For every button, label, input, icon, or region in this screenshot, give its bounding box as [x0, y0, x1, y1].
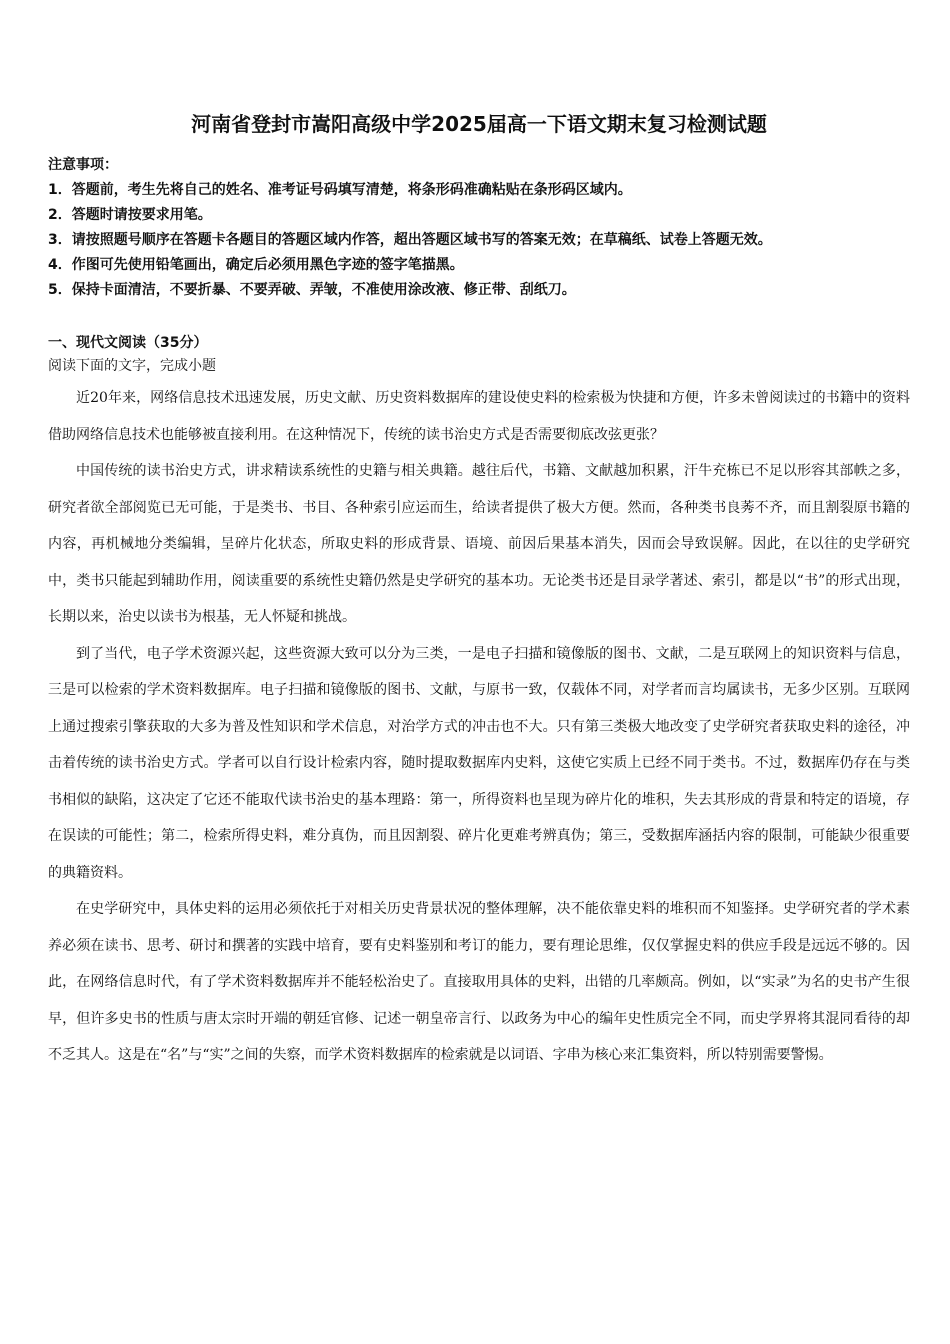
- notice-block: [48, 153, 910, 303]
- notice-item: 3．请按照题号顺序在答题卡各题目的答题区域内作答，超出答题区域书写的答案无效；在草稿纸、试卷上答题无效。: [48, 232, 772, 248]
- notice-item: 2．答题时请按要求用笔。: [48, 207, 212, 223]
- section-instruction: 阅读下面的文字，完成小题: [48, 358, 216, 374]
- passage-paragraph: 中国传统的读书治史方式，讲求精读系统性的史籍与相关典籍。越往后代，书籍、文献越加积累，汗牛充栋已不足以形容其部帙之多，研究者欲全部阅览已无可能，于是类书、书目、各种索引应运而生，给读者提供了极大方便。然而，各种类书良莠不齐，而且割裂原书籍的内容，再机械地分类编辑，呈碎片化状态，所取史料的形成背景、语境、前因后果基本消失，因而会导致误解。因此，在以往的史学研究中，类书只能起到辅助作用，阅读重要的系统性史籍仍然是史学研究的基本功。无论类书还是目录学著述、索引，都是以“书”的形式出现，长期以来，治史以读书为根基，无人怀疑和挑战。: [48, 463, 910, 625]
- notice-item: 5．保持卡面清洁，不要折暴、不要弄破、弄皱，不准使用涂改液、修正带、刮纸刀。: [48, 282, 576, 298]
- notice-item: 1．答题前，考生先将自己的姓名、准考证号码填写清楚，将条形码准确粘贴在条形码区域内。: [48, 182, 632, 198]
- exam-page: [48, 108, 910, 1074]
- passage-paragraph: 到了当代，电子学术资源兴起，这些资源大致可以分为三类，一是电子扫描和镜像版的图书、文献，二是互联网上的知识资料与信息，三是可以检索的学术资料数据库。电子扫描和镜像版的图书、文献，与原书一致，仅载体不同，对学者而言均属读书，无多少区别。互联网上通过搜索引擎获取的大多为普及性知识和学术信息，对治学方式的冲击也不大。只有第三类极大地改变了史学研究者获取史料的途径，冲击着传统的读书治史方式。学者可以自行设计检索内容，随时提取数据库内史料，这使它实质上已经不同于类书。不过，数据库仍存在与类书相似的缺陷，这决定了它还不能取代读书治史的基本理路：第一，所得资料也呈现为碎片化的堆积，失去其形成的背景和特定的语境，存在误读的可能性；第二，检索所得史料，难分真伪，而且因割裂、碎片化更难考辨真伪；第三，受数据库涵括内容的限制，可能缺少很重要的典籍资料。: [48, 645, 910, 881]
- exam-title: 河南省登封市嵩阳高级中学2025届高一下语文期末复习检测试题: [191, 112, 767, 136]
- notice-heading: 注意事项：: [48, 157, 118, 173]
- passage-paragraph: 近20年来，网络信息技术迅速发展，历史文献、历史资料数据库的建设使史料的检索极为快捷和方便，许多未曾阅读过的书籍中的资料借助网络信息技术也能够被直接利用。在这种情况下，传统的读书治史方式是否需要彻底改弦更张？: [48, 390, 910, 443]
- section-heading: 一、现代文阅读（35分）: [48, 335, 208, 351]
- notice-item: 4．作图可先使用铅笔画出，确定后必须用黑色字迹的签字笔描黑。: [48, 257, 464, 273]
- passage-paragraph: 在史学研究中，具体史料的运用必须依托于对相关历史背景状况的整体理解，决不能依靠史料的堆积而不知鉴择。史学研究者的学术素养必须在读书、思考、研讨和撰著的实践中培育，要有史料鉴别和考订的能力，要有理论思维，仅仅掌握史料的供应手段是远远不够的。因此，在网络信息时代，有了学术资料数据库并不能轻松治史了。直接取用具体的史料，出错的几率颇高。例如，以“实录”为名的史书产生很早，但许多史书的性质与唐太宗时开端的朝廷官修、记述一朝皇帝言行、以政务为中心的编年史性质完全不同，而史学界将其混同看待的却不乏其人。这是在“名”与“实”之间的失察，而学术资料数据库的检索就是以词语、字串为核心来汇集资料，所以特别需要警惕。: [48, 901, 910, 1063]
